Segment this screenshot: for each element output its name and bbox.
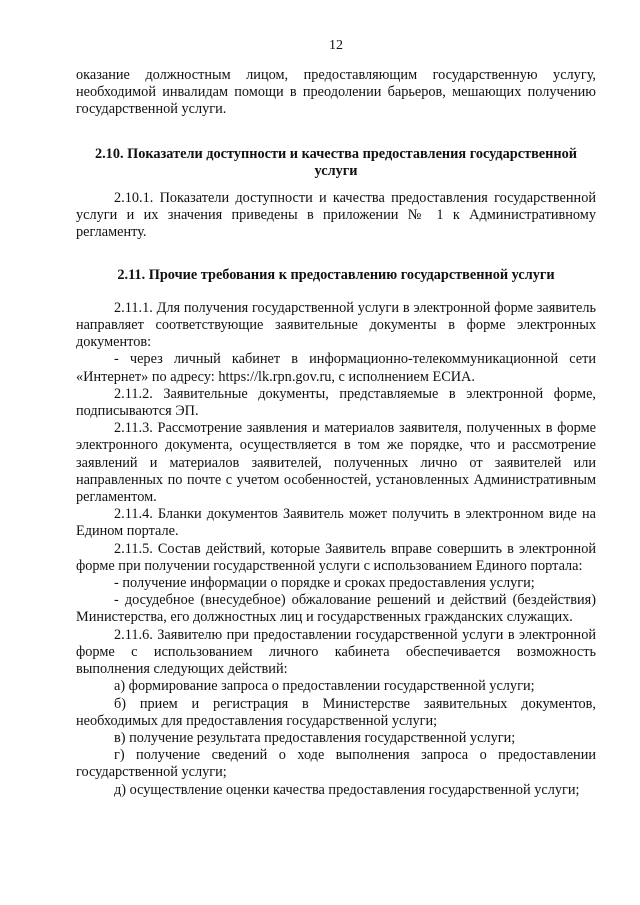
- paragraph-intro: оказание должностным лицом, предоставляющим государственную услугу, необходимой инвалидам помощи в преодолении барьеров, мешающих получению государственной услуги.: [76, 67, 596, 118]
- list-item-a: а) формирование запроса о предоставлении государственной услуги;: [114, 678, 535, 695]
- paragraph-2-10-1: 2.10.1. Показатели доступности и качества предоставления государственной услуги и их значения приведены в приложении № 1 к Административному регламенту.: [76, 190, 596, 241]
- list-item-info: - получение информации о порядке и сроках предоставления услуги;: [114, 575, 535, 592]
- list-item-appeal: - досудебное (внесудебное) обжалование решений и действий (бездействия) Министерства, его должностных лиц и государственных гражданских служащих.: [76, 592, 596, 626]
- paragraph-2-11-1: 2.11.1. Для получения государственной услуги в электронной форме заявитель направляет соответствующие заявительные документы в форме электронных документов:: [76, 299, 596, 351]
- document-body: [76, 67, 596, 799]
- paragraph-2-11-2: 2.11.2. Заявительные документы, представляемые в электронной форме, подписываются ЭП.: [76, 385, 596, 420]
- paragraph-2-11-5: 2.11.5. Состав действий, которые Заявитель вправе совершить в электронной форме при получении государственной услуги с использованием Единого портала:: [76, 540, 596, 574]
- list-item-b: б) прием и регистрация в Министерстве заявительных документов, необходимых для предоставления государственной услуги;: [76, 695, 596, 729]
- paragraph-2-11-6: 2.11.6. Заявителю при предоставлении государственной услуги в электронной форме с использованием личного кабинета обеспечивается возможность выполнения следующих действий:: [76, 626, 596, 678]
- list-item-g: г) получение сведений о ходе выполнения запроса о предоставлении государственной услуги;: [76, 747, 596, 781]
- section-heading-2-11: 2.11. Прочие требования к предоставлению государственной услуги: [117, 266, 555, 283]
- list-item-personal-cabinet: - через личный кабинет в информационно-телекоммуникационной сети «Интернет» по адресу: https://lk.rpn.gov.ru, с исполнением ЕСИА.: [76, 351, 596, 385]
- page-number: 12: [329, 38, 343, 53]
- paragraph-2-11-4: 2.11.4. Бланки документов Заявитель может получить в электронном виде на Едином портале.: [76, 506, 596, 540]
- paragraph-2-11-3: 2.11.3. Рассмотрение заявления и материалов заявителя, полученных в форме электронного документа, осуществляется в том же порядке, что и рассмотрение заявлений и материалов заявителей, полученных лично от заявителей или направленных по почте с учетом особенностей, установленных Административным регламентом.: [76, 420, 596, 506]
- list-item-v: в) получение результата предоставления государственной услуги;: [114, 729, 516, 746]
- list-item-d: д) осуществление оценки качества предоставления государственной услуги;: [114, 781, 580, 798]
- section-heading-2-10: 2.10. Показатели доступности и качества предоставления государственной услуги: [94, 145, 578, 179]
